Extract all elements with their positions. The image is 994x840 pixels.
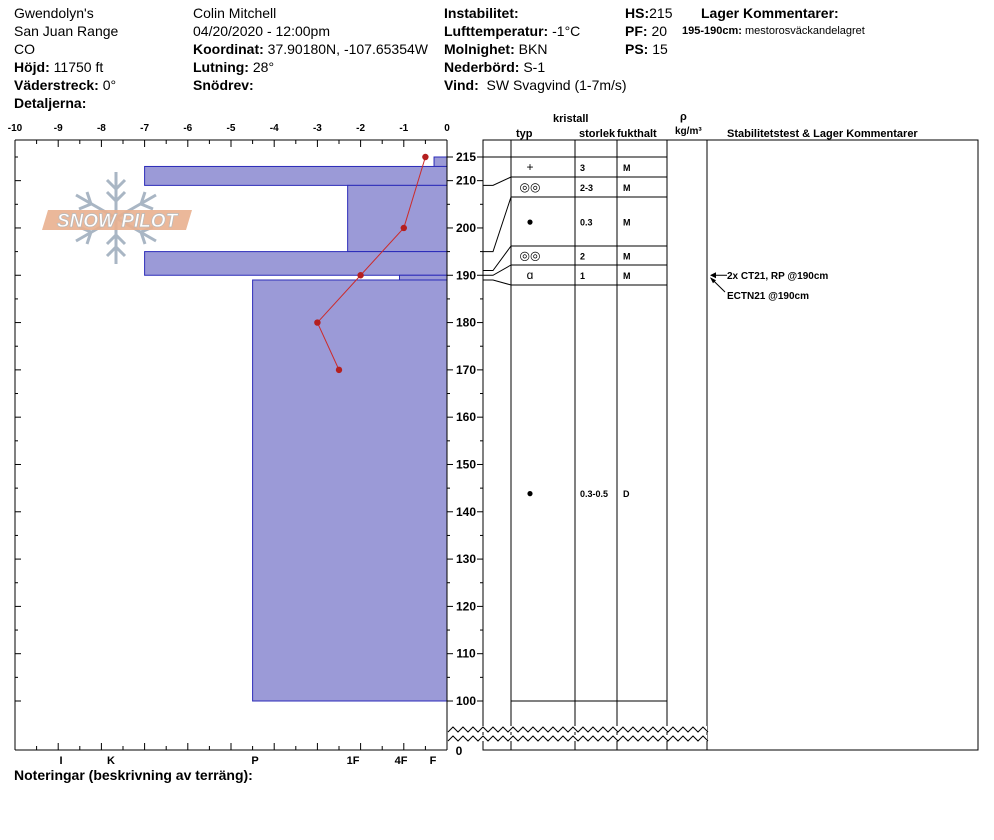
layer-grain-size: 0.3-0.5: [580, 489, 609, 499]
instability-label: Instabilitet:: [444, 5, 519, 21]
temperature-point: [357, 272, 363, 278]
layer-connector: [483, 177, 511, 185]
temp-tick-label: -8: [96, 123, 106, 134]
layer-connector: [483, 197, 511, 252]
aspect-label: Väderstreck:: [14, 77, 99, 93]
observer: Colin Mitchell: [193, 5, 277, 21]
temp-tick-label: -9: [53, 123, 63, 134]
layer-moisture: M: [623, 251, 631, 262]
stability-test-text: 2x CT21, RP @190cm: [727, 271, 829, 282]
slope-label: Lutning:: [193, 59, 249, 75]
hardness-tick-label: P: [251, 755, 259, 767]
precip-value: S-1: [523, 59, 546, 75]
depth-tick-label: 100: [455, 694, 477, 708]
layer-moisture: M: [623, 163, 631, 173]
airtemp-label: Lufttemperatur:: [444, 23, 549, 39]
notes-label: Noteringar (beskrivning av terräng):: [14, 767, 253, 783]
stability-test-text: ECTN21 @190cm: [727, 291, 810, 302]
hardness-tick-label: I: [59, 755, 63, 767]
airtemp-value: -1°C: [552, 23, 581, 39]
pf-label: PF:: [625, 23, 648, 39]
hardness-bar: [348, 185, 447, 251]
hardness-tick-label: K: [107, 755, 115, 767]
stability-arrowhead: [710, 272, 716, 278]
layer-grain-type: ◎◎: [519, 180, 541, 194]
state-name: CO: [14, 41, 35, 57]
precip-label: Nederbörd:: [444, 59, 520, 75]
temp-tick-label: -4: [269, 123, 279, 134]
temperature-point: [314, 319, 320, 325]
elevation-value: 11750 ft: [53, 59, 104, 75]
temperature-point: [422, 154, 428, 160]
hardness-tick-label: 4F: [394, 755, 408, 767]
hardness-bar: [145, 252, 447, 276]
temperature-point: [336, 367, 342, 373]
datetime: 04/20/2020 - 12:00pm: [193, 23, 330, 39]
layer-grain-type: ●: [526, 214, 534, 229]
header-rho: ρ: [680, 111, 687, 123]
sky-label: Molnighet:: [444, 41, 515, 57]
hs-label: HS:: [625, 5, 650, 21]
wind-value: SW Svagvind (1-7m/s): [486, 77, 627, 93]
layer-grain-size: 2-3: [580, 183, 594, 193]
depth-tick-label: 180: [455, 315, 477, 330]
layer-moisture: M: [623, 217, 631, 228]
hardness-bars: [145, 157, 447, 701]
layer-table: [448, 140, 978, 750]
depth-tick-label: 190: [455, 268, 477, 283]
hardness-bar: [434, 157, 447, 166]
snowpilot-logo: [42, 210, 192, 232]
hardness-tick-label: 1F: [346, 755, 360, 767]
header-size: storlek: [579, 128, 616, 140]
hs-value: 215: [649, 5, 673, 21]
depth-tick-label: 130: [455, 552, 477, 567]
slope-value: 28°: [252, 59, 275, 75]
depth-tick-label-zero: 0: [455, 744, 463, 758]
depth-tick-label: 150: [455, 457, 477, 472]
temp-tick-label: 0: [444, 123, 450, 134]
coord-label: Koordinat:: [193, 41, 264, 57]
layer-grain-size: 2: [580, 251, 586, 262]
temp-tick-label: -5: [226, 123, 236, 134]
header-type: typ: [516, 128, 533, 140]
layer-grain-size: 0.3: [580, 217, 593, 228]
depth-tick-label: 110: [456, 646, 476, 661]
hardness-bar: [399, 275, 447, 280]
hardness-bar: [253, 280, 447, 701]
depth-tick-label: 120: [455, 599, 477, 614]
logo-text: SNOW PILOT: [56, 211, 178, 232]
header-density-unit: kg/m³: [675, 126, 702, 137]
elevation-label: Höjd:: [14, 59, 50, 75]
layer-comments-title: Lager Kommentarer:: [701, 5, 839, 21]
location-name: Gwendolyn's: [14, 5, 94, 21]
header-moisture: fukthalt: [617, 128, 657, 140]
depth-tick-label: 140: [455, 504, 477, 519]
depth-tick-label: 160: [455, 410, 477, 425]
hardness-bar: [145, 166, 447, 185]
header-crystal: kristall: [553, 113, 589, 125]
header-stability: Stabilitetstest & Lager Kommentarer: [727, 128, 918, 140]
temperature-point: [401, 225, 407, 231]
coord-value: 37.90180N, -107.65354W: [267, 41, 428, 57]
range-name: San Juan Range: [14, 23, 119, 39]
temp-tick-label: -7: [140, 123, 150, 134]
hardness-tick-label: F: [429, 755, 437, 767]
layer-grain-type: ●: [526, 486, 534, 500]
ps-value: 15: [652, 41, 668, 57]
aspect-value: 0°: [102, 77, 117, 93]
layer-grain-type: ɑ: [526, 268, 534, 282]
layer-connector: [483, 280, 511, 285]
layer-moisture: D: [623, 489, 630, 499]
depth-tick-label: 200: [455, 220, 477, 235]
layer-grain-size: 1: [580, 271, 586, 281]
table-frame: [483, 140, 978, 750]
wind-label: Vind:: [444, 77, 479, 93]
drift-label: Snödrev:: [193, 77, 254, 93]
layer-grain-type: +: [526, 160, 534, 174]
layer-moisture: M: [623, 183, 631, 193]
temp-tick-label: -10: [7, 123, 23, 134]
details-label: Detaljerna:: [14, 95, 87, 111]
layer-moisture: M: [623, 271, 631, 281]
temp-tick-label: -3: [312, 123, 322, 134]
depth-tick-label: 170: [455, 362, 477, 377]
depth-tick-label: 210: [455, 173, 477, 188]
temp-tick-label: -6: [183, 123, 193, 134]
depth-tick-label: 215: [455, 150, 477, 164]
layer-grain-type: ◎◎: [519, 248, 541, 263]
temp-tick-label: -2: [356, 123, 366, 134]
layer-comment-range: 195-190cm:: [682, 25, 742, 37]
ps-label: PS:: [625, 41, 649, 57]
layer-grain-size: 3: [580, 163, 586, 173]
sky-value: BKN: [518, 41, 548, 57]
pf-value: 20: [651, 23, 668, 39]
layer-comment-text: mestorosväckandelagret: [745, 25, 865, 37]
temp-tick-label: -1: [399, 123, 409, 134]
